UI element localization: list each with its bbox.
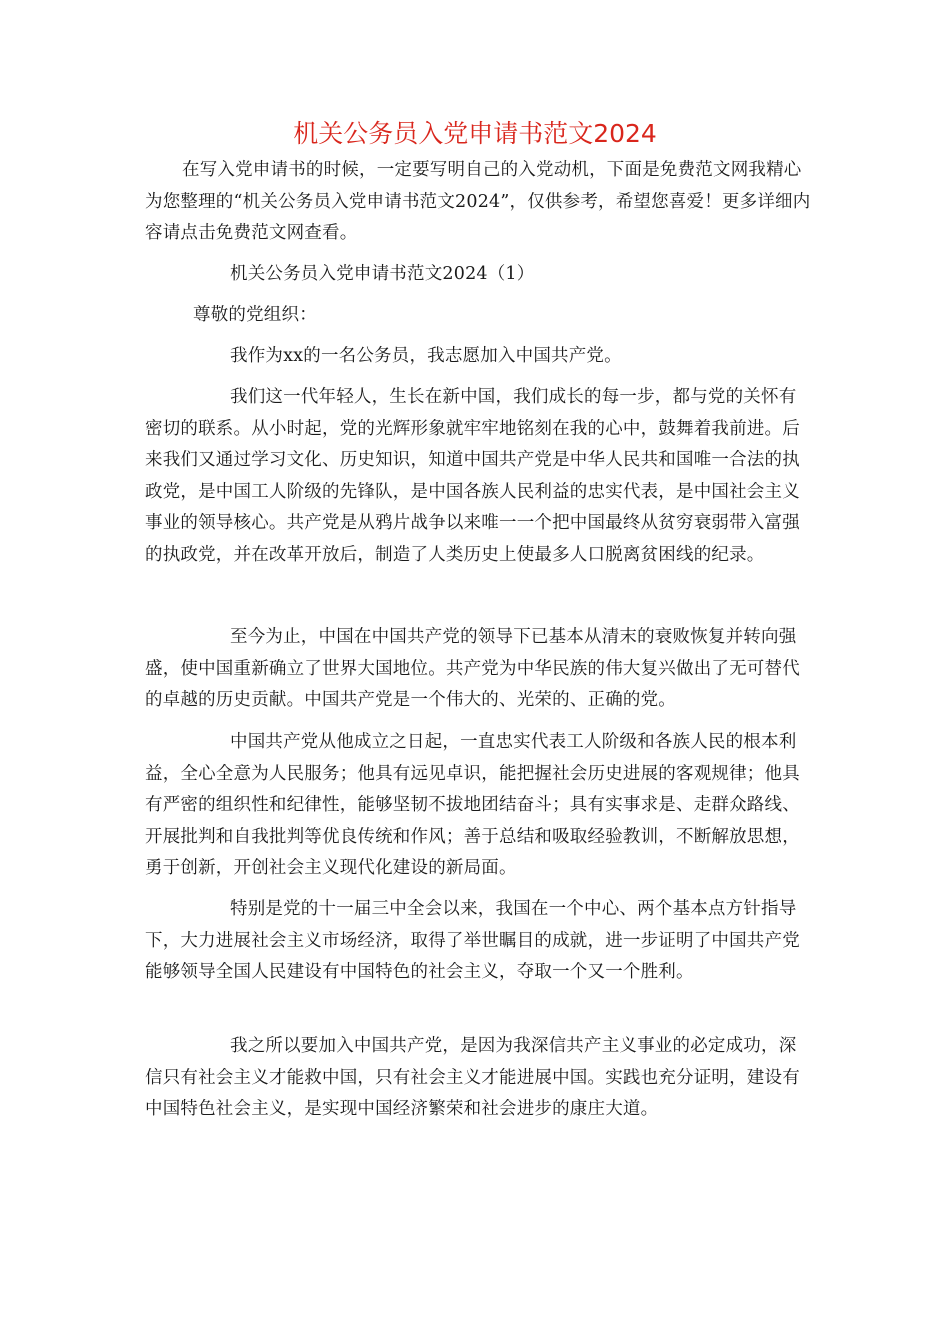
body-paragraph-2: 我们这一代年轻人，生长在新中国，我们成长的每一步，都与党的关怀有密切的联系。从小时起，党的光辉形象就牢牢地铭刻在我的心中，鼓舞着我前进。后来我们又通过学习文化、历史知识，知道中国共产党是中华人民共和国唯一合法的执政党，是中国工人阶级的先锋队，是中国各族人民利益的忠实代表，是中国社会主义事业的领导核心。共产党是从鸦片战争以来唯一一个把中国最终从贫穷衰弱带入富强的执政党，并在改革开放后，制造了人类历史上使最多人口脱离贫困线的纪录。 bbox=[145, 387, 800, 565]
body-paragraph-6: 我之所以要加入中国共产党，是因为我深信共产主义事业的必定成功，深信只有社会主义才能救中国，只有社会主义才能进展中国。实践也充分证明，建设有中国特色社会主义，是实现中国经济繁荣和社会进步的康庄大道。 bbox=[145, 1036, 800, 1119]
salutation: 尊敬的党组织： bbox=[193, 305, 317, 325]
document-title: 机关公务员入党申请书范文2024 bbox=[293, 119, 657, 148]
section-subheading: 机关公务员入党申请书范文2024（1） bbox=[230, 264, 535, 284]
body-paragraph-3: 至今为止，中国在中国共产党的领导下已基本从清末的衰败恢复并转向强盛，使中国重新确立了世界大国地位。共产党为中华民族的伟大复兴做出了无可替代的卓越的历史贡献。中国共产党是一个伟大的、光荣的、正确的党。 bbox=[145, 627, 800, 710]
body-paragraph-5: 特别是党的十一届三中全会以来，我国在一个中心、两个基本点方针指导下，大力进展社会主义市场经济，取得了举世瞩目的成就，进一步证明了中国共产党能够领导全国人民建设有中国特色的社会主义，夺取一个又一个胜利。 bbox=[145, 899, 800, 982]
body-paragraph-4: 中国共产党从他成立之日起，一直忠实代表工人阶级和各族人民的根本利益，全心全意为人民服务；他具有远见卓识，能把握社会历史进展的客观规律；他具有严密的组织性和纪律性，能够坚韧不拔地团结奋斗；具有实事求是、走群众路线、开展批判和自我批判等优良传统和作风；善于总结和吸取经验教训，不断解放思想，勇于创新，开创社会主义现代化建设的新局面。 bbox=[145, 732, 800, 878]
intro-paragraph: 在写入党申请书的时候，一定要写明自己的入党动机，下面是免费范文网我精心为您整理的“机关公务员入党申请书范文2024”，仅供参考，希望您喜爱！更多详细内容请点击免费范文网查看。 bbox=[145, 160, 811, 243]
body-paragraph-1: 我作为xx的一名公务员，我志愿加入中国共产党。 bbox=[230, 346, 622, 366]
